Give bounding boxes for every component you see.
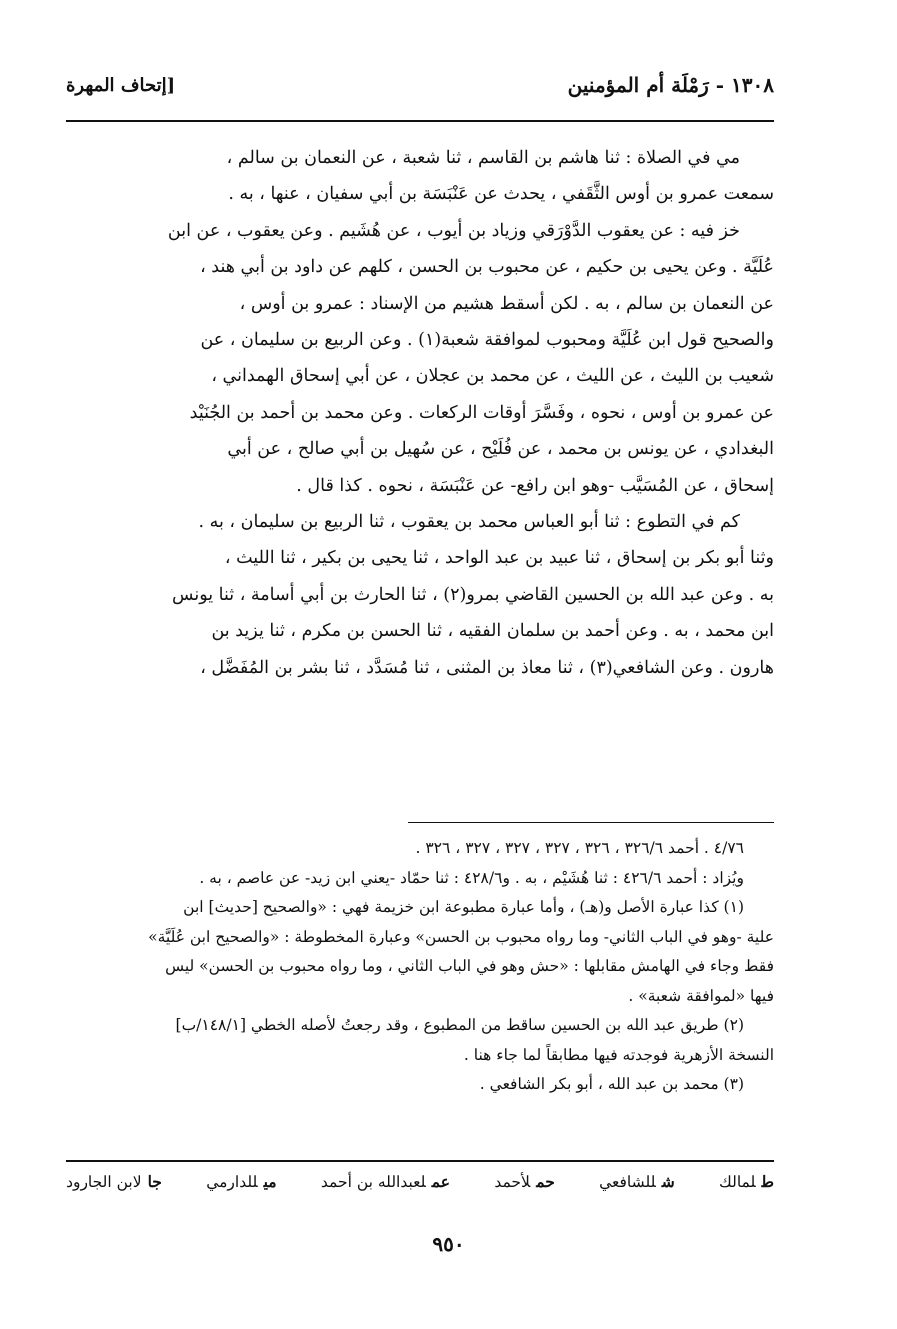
legend-item bbox=[321, 1172, 450, 1191]
text-line: عُلَيَّة . وعن يحيى بن حكيم ، عن محبوب بن الحسن ، كلهم عن داود بن أبي هند ، bbox=[200, 257, 774, 278]
text-line: عن عمرو بن أوس ، نحوه ، وفَسَّرَ أوقات الركعات . وعن محمد بن أحمد بن الجُنَيْد bbox=[189, 402, 774, 423]
legend-code: عم bbox=[431, 1172, 450, 1191]
legend-label: لمالك bbox=[719, 1173, 756, 1191]
header-rule bbox=[66, 120, 774, 122]
legend-code: مي bbox=[263, 1172, 277, 1191]
running-title: ١٣٠٨ - رَمْلَة أم المؤمنين bbox=[567, 73, 774, 97]
text-line: خز فيه : عن يعقوب الدَّوْرَقي وزياد بن أيوب ، عن هُشَيم . وعن يعقوب ، عن ابن bbox=[167, 220, 740, 241]
text-line: عن النعمان بن سالم ، به . لكن أسقط هشيم من الإسناد : عمرو بن أوس ، bbox=[239, 293, 774, 314]
legend-label: لابن الجارود bbox=[66, 1173, 142, 1191]
footnote-line: ويُزاد : أحمد ٤٢٦/٦ : ثنا هُشَيْم ، به . و٤٢٨/٦ : ثنا حمّاد -يعني ابن زيد- عن عاصم ، به . bbox=[199, 868, 744, 887]
footnotes bbox=[66, 834, 774, 1100]
legend-item bbox=[66, 1172, 162, 1191]
paragraph-1 bbox=[66, 140, 774, 213]
footnote-line: (٣) محمد بن عبد الله ، أبو بكر الشافعي . bbox=[479, 1075, 744, 1093]
legend-label: للدارمي bbox=[206, 1173, 258, 1191]
footnote-line: علية -وهو في الباب الثاني- وما رواه محبوب بن الحسن» وعبارة المخطوطة : «والصحيح ابن عُلَيَّة» bbox=[148, 927, 774, 946]
footnote-line: ٤/٧٦ . أحمد ٣٢٦/٦ ، ٣٢٦ ، ٣٢٧ ، ٣٢٧ ، ٣٢٧ ، ٣٢٦ . bbox=[415, 839, 744, 857]
legend-item bbox=[719, 1172, 774, 1191]
text-line: هارون . وعن الشافعي(٣) ، ثنا معاذ بن المثنى ، ثنا مُسَدَّد ، ثنا بشر بن المُفَضَّل ، bbox=[200, 657, 774, 678]
text-line: كم في التطوع : ثنا أبو العباس محمد بن يعقوب ، ثنا الربيع بن سليمان ، به . bbox=[198, 512, 740, 533]
footnote-line: فقط وجاء في الهامش مقابلها : «حش وهو في الباب الثاني ، وما رواه محبوب بن الحسن» ليس bbox=[165, 957, 774, 975]
text-line: البغدادي ، عن يونس بن محمد ، عن فُلَيْح ، عن سُهيل بن أبي صالح ، عن أبي bbox=[227, 439, 774, 460]
text-line: ابن محمد ، به . وعن أحمد بن سلمان الفقيه ، ثنا الحسن بن مكرم ، ثنا يزيد بن bbox=[211, 621, 774, 642]
legend-label: لأحمد bbox=[494, 1173, 531, 1191]
text-line: به . وعن عبد الله بن الحسين القاضي بمرو(٢) ، ثنا الحارث بن أبي أسامة ، ثنا يونس bbox=[172, 584, 774, 605]
legend-item bbox=[599, 1172, 675, 1191]
main-text bbox=[66, 140, 774, 686]
book-title: [إتحاف المهرة bbox=[66, 74, 176, 96]
paragraph-3 bbox=[66, 504, 774, 686]
text-line: سمعت عمرو بن أوس الثَّقَفي ، يحدث عن عَنْبَسَة بن أبي سفيان ، عنها ، به . bbox=[228, 184, 774, 205]
legend-item bbox=[494, 1172, 554, 1191]
page-header bbox=[66, 62, 774, 108]
legend-code: جا bbox=[147, 1172, 162, 1191]
page-number: ٩٥٠ bbox=[432, 1232, 465, 1256]
abbreviation-legend bbox=[66, 1172, 774, 1191]
legend-code: ط bbox=[761, 1172, 774, 1191]
footnote-line: (١) كذا عبارة الأصل و(هـ) ، وأما عبارة مطبوعة ابن خزيمة فهي : «والصحيح [حديث] ابن bbox=[183, 898, 744, 916]
text-line: وثنا أبو بكر بن إسحاق ، ثنا عبيد بن عبد الواحد ، ثنا يحيى بن بكير ، ثنا الليث ، bbox=[224, 548, 774, 569]
text-line: إسحاق ، عن المُسَيَّب -وهو ابن رافع- عن عَنْبَسَة ، نحوه . كذا قال . bbox=[296, 475, 774, 496]
footnote-line: فيها «لموافقة شعبة» . bbox=[628, 986, 774, 1005]
footnote-line: (٢) طريق عبد الله بن الحسين ساقط من المطبوع ، وقد رجعتُ لأصله الخطي [١٤٨/١/ب] bbox=[175, 1016, 744, 1034]
legend-label: لعبدالله بن أحمد bbox=[320, 1173, 426, 1191]
text-line: والصحيح قول ابن عُلَيَّة ومحبوب لموافقة شعبة(١) . وعن الربيع بن سليمان ، عن bbox=[200, 330, 774, 351]
text-line: مي في الصلاة : ثنا هاشم بن القاسم ، ثنا شعبة ، عن النعمان بن سالم ، bbox=[226, 148, 740, 168]
paragraph-2 bbox=[66, 213, 774, 504]
legend-label: للشافعي bbox=[599, 1173, 656, 1191]
footnote-separator bbox=[408, 822, 774, 823]
legend-rule bbox=[66, 1160, 774, 1162]
legend-item bbox=[206, 1172, 276, 1191]
legend-code: ش bbox=[661, 1172, 675, 1191]
text-line: شعيب بن الليث ، عن الليث ، عن محمد بن عجلان ، عن أبي إسحاق الهمداني ، bbox=[211, 366, 774, 387]
footnote-line: النسخة الأزهرية فوجدته فيها مطابقاً لما جاء هنا . bbox=[463, 1045, 774, 1064]
legend-code: حم bbox=[536, 1172, 555, 1191]
